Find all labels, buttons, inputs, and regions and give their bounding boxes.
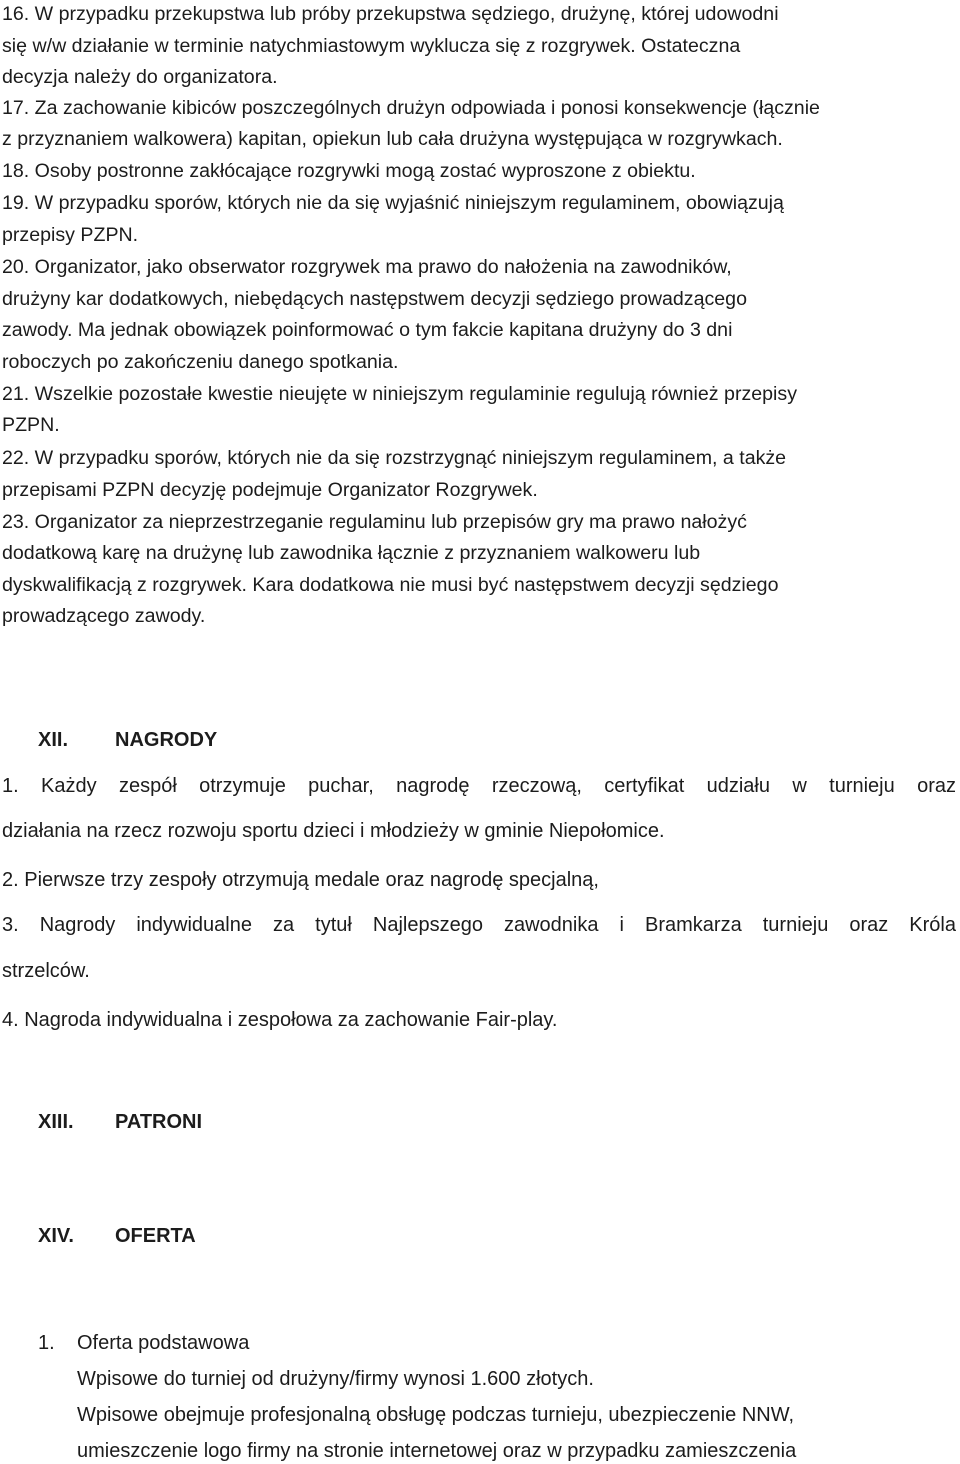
section-xiii-title: PATRONI <box>115 1111 203 1133</box>
award-2-line-1: 2. Pierwsze trzy zespoły otrzymują medale oraz nagrodę specjalną, <box>2 869 599 891</box>
award-1-line-2: działania na rzecz rozwoju sportu dzieci i młodzieży w gminie Niepołomice. <box>2 820 665 842</box>
rule-23-line-4: prowadzącego zawody. <box>2 605 206 627</box>
offer-line-1: Wpisowe do turniej od drużyny/firmy wynosi 1.600 złotych. <box>77 1368 594 1390</box>
rule-22-line-2: przepisami PZPN decyzję podejmuje Organizator Rozgrywek. <box>2 479 538 501</box>
section-xii-title: NAGRODY <box>115 729 218 751</box>
section-xiv-number: XIV. <box>38 1225 74 1247</box>
rule-23-line-3: dyskwalifikacją z rozgrywek. Kara dodatkowa nie musi być następstwem decyzji sędziego <box>2 574 779 596</box>
rule-17-line-1: 17. Za zachowanie kibiców poszczególnych drużyn odpowiada i ponosi konsekwencje (łącznie <box>2 97 820 119</box>
section-xii-number: XII. <box>38 729 69 751</box>
rule-19-line-1: 19. W przypadku sporów, których nie da się wyjaśnić niniejszym regulaminem, obowiązują <box>2 192 784 214</box>
section-xiii-number: XIII. <box>38 1111 74 1133</box>
offer-line-2: Wpisowe obejmuje profesjonalną obsługę podczas turnieju, ubezpieczenie NNW, <box>77 1404 795 1426</box>
rule-18-line-1: 18. Osoby postronne zakłócające rozgrywki mogą zostać wyproszone z obiektu. <box>2 160 696 182</box>
rule-23-line-2: dodatkową karę na drużynę lub zawodnika łącznie z przyznaniem walkoweru lub <box>2 542 701 564</box>
offer-item-title: Oferta podstawowa <box>77 1332 250 1354</box>
rule-16-line-1: 16. W przypadku przekupstwa lub próby przekupstwa sędziego, drużynę, której udowodni <box>2 3 779 25</box>
award-3-line-1: 3. Nagrody indywidualne za tytuł Najlepszego zawodnika i Bramkarza turnieju oraz Króla <box>2 914 956 936</box>
rule-16-line-2: się w/w działanie w terminie natychmiastowym wyklucza się z rozgrywek. Ostateczna <box>2 35 741 57</box>
rule-21-line-2: PZPN. <box>2 414 60 436</box>
award-1-line-1: 1. Każdy zespół otrzymuje puchar, nagrodę rzeczową, certyfikat udziału w turnieju oraz <box>2 775 956 797</box>
section-xiv-title: OFERTA <box>115 1225 196 1247</box>
rule-21-line-1: 21. Wszelkie pozostałe kwestie nieujęte w niniejszym regulaminie regulują również przepisy <box>2 383 798 405</box>
rule-20-line-3: zawody. Ma jednak obowiązek poinformować o tym fakcie kapitana drużyny do 3 dni <box>2 319 733 341</box>
rule-22-line-1: 22. W przypadku sporów, których nie da się rozstrzygnąć niniejszym regulaminem, a także <box>2 447 787 469</box>
rule-16-line-3: decyzja należy do organizatora. <box>2 66 278 88</box>
rule-19-line-2: przepisy PZPN. <box>2 224 139 246</box>
award-3-line-2: strzelców. <box>2 960 90 982</box>
rule-17-line-2: z przyznaniem walkowera) kapitan, opiekun lub cała drużyna występująca w rozgrywkach. <box>2 128 783 150</box>
rule-23-line-1: 23. Organizator za nieprzestrzeganie regulaminu lub przepisów gry ma prawo nałożyć <box>2 511 747 533</box>
rule-20-line-4: roboczych po zakończeniu danego spotkania. <box>2 351 399 373</box>
rule-20-line-1: 20. Organizator, jako obserwator rozgrywek ma prawo do nałożenia na zawodników, <box>2 256 732 278</box>
offer-item-number: 1. <box>38 1332 55 1354</box>
rule-20-line-2: drużyny kar dodatkowych, niebędących następstwem decyzji sędziego prowadzącego <box>2 288 747 310</box>
offer-line-3: umieszczenie logo firmy na stronie internetowej oraz w przypadku zamieszczenia <box>77 1440 797 1462</box>
award-4-line-1: 4. Nagroda indywidualna i zespołowa za zachowanie Fair-play. <box>2 1009 558 1031</box>
